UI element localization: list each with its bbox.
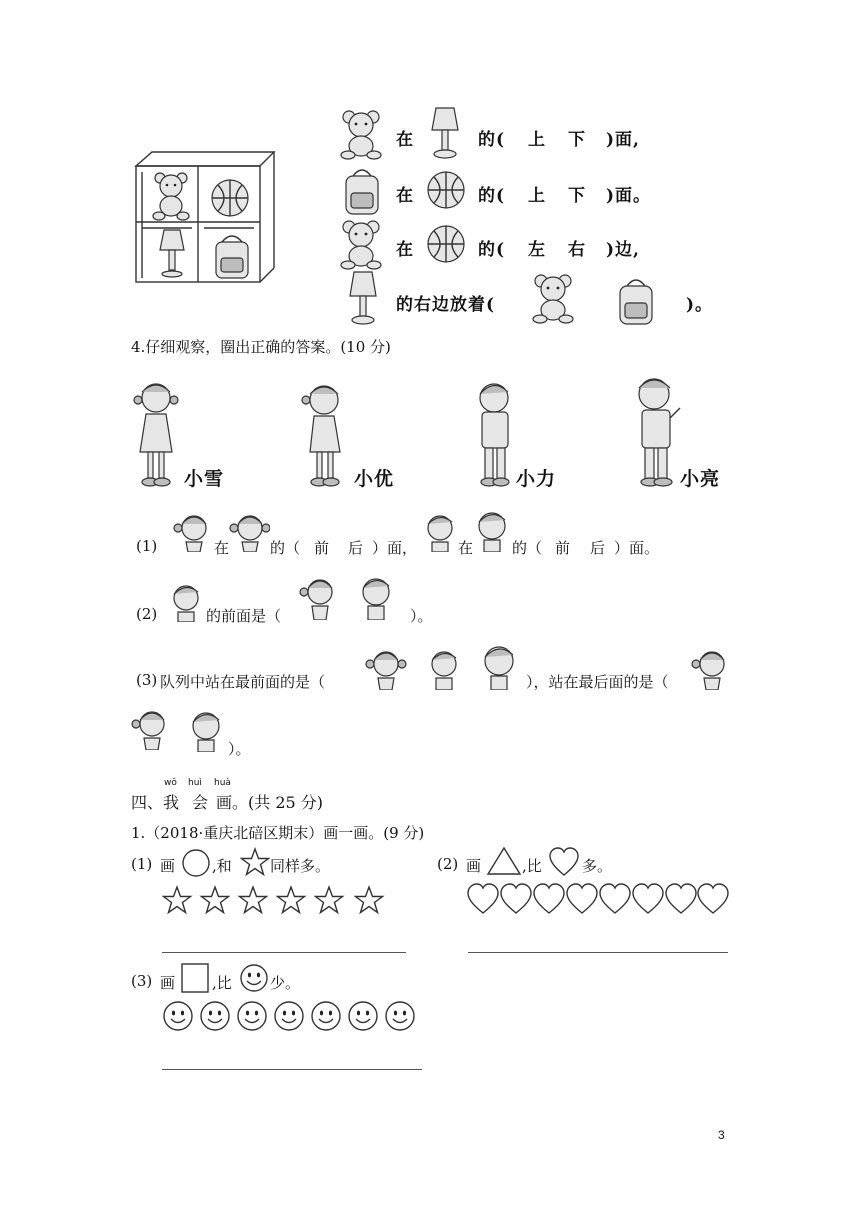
answer-line[interactable]: [468, 952, 728, 953]
star-icon: [240, 847, 270, 877]
pinyin: huì: [188, 778, 202, 788]
word-zai: 在: [396, 186, 414, 206]
boy-xiaoliang-figure: [630, 374, 684, 490]
bear-option-icon[interactable]: [532, 274, 574, 324]
lamp-icon: [428, 106, 462, 160]
basketball-icon: [426, 224, 466, 264]
option-you[interactable]: 右: [568, 240, 586, 260]
s3-number: (3): [136, 671, 158, 689]
pinyin: huà: [214, 778, 231, 788]
heart-icon: [548, 846, 580, 878]
square-icon: [180, 962, 210, 994]
lamp-icon: [346, 270, 380, 326]
girl-head-icon: [172, 510, 214, 552]
p1-b: ,和: [212, 857, 232, 875]
section-title: 会: [192, 793, 209, 812]
s1-of1: 的（: [270, 539, 301, 557]
girl-option-icon[interactable]: [298, 574, 342, 620]
word-de: 的(: [478, 130, 506, 150]
word-de: 的(: [478, 186, 506, 206]
hearts-row: [466, 882, 730, 916]
option-shang[interactable]: 上: [528, 130, 546, 150]
s1-of2: 的（: [512, 539, 543, 557]
row4-tail: )。: [686, 295, 714, 315]
pinyin: wǒ: [164, 778, 177, 788]
boy-xiaoli-figure: [470, 380, 520, 490]
shelf-picture: [132, 150, 278, 286]
q4-heading: 4.仔细观察，圈出正确的答案。(10 分): [131, 338, 391, 356]
option-qian[interactable]: 前: [555, 539, 571, 557]
boy-head-icon: [472, 508, 512, 552]
basketball-icon: [426, 170, 466, 210]
boy-option-icon[interactable]: [424, 646, 464, 690]
p1-number: (1): [131, 855, 153, 873]
option-qian[interactable]: 前: [314, 539, 330, 557]
s3-tail: ）。: [228, 740, 251, 758]
smiley-icon: [238, 962, 270, 994]
s1-in1: 在: [214, 539, 230, 557]
boy-head-icon: [420, 510, 460, 552]
s3-text: 队列中站在最前面的是（: [160, 673, 326, 691]
backpack-icon: [342, 166, 382, 216]
p2-a: 画: [466, 857, 482, 875]
word-zai: 在: [396, 240, 414, 260]
boy-option-icon[interactable]: [186, 708, 226, 752]
s2-text: 的前面是（: [206, 607, 282, 625]
p3-a: 画: [160, 974, 176, 992]
row4-text: 的右边放着(: [396, 295, 496, 315]
p2-c: 多。: [582, 857, 613, 875]
triangle-icon: [486, 845, 522, 877]
name-label: 小力: [516, 468, 557, 490]
word-de: 的(: [478, 240, 506, 260]
bear-icon: [340, 110, 382, 160]
p2-number: (2): [437, 855, 459, 873]
girl-option-icon[interactable]: [690, 646, 732, 690]
option-xia[interactable]: 下: [568, 186, 586, 206]
s2-tail: ）。: [410, 607, 433, 625]
girl-xiaoxue-figure: [130, 380, 180, 490]
girl-head-icon: [228, 510, 270, 552]
girl-xiaoyou-figure: [300, 380, 350, 490]
stars-row: [160, 884, 392, 916]
option-hou[interactable]: 后: [348, 539, 364, 557]
boy-option-icon[interactable]: [478, 642, 520, 690]
bear-icon: [340, 220, 382, 270]
section-title: 四、我: [131, 793, 180, 812]
answer-line[interactable]: [162, 1069, 422, 1070]
p1-a: 画: [160, 857, 176, 875]
girl-option-icon[interactable]: [364, 646, 408, 690]
boy-option-icon[interactable]: [356, 574, 396, 620]
boy-head-icon: [166, 580, 206, 622]
p2-b: ,比: [522, 857, 542, 875]
s1-tail1: ）面，: [372, 539, 418, 557]
p3-b: ,比: [212, 974, 232, 992]
p1-c: 同样多。: [270, 857, 331, 875]
name-label: 小亮: [680, 468, 721, 490]
s1-tail2: ）面。: [614, 539, 660, 557]
option-zuo[interactable]: 左: [528, 240, 546, 260]
option-xia[interactable]: 下: [568, 130, 586, 150]
section-title: 画。(共 25 分): [216, 793, 324, 812]
s1-in2: 在: [458, 539, 474, 557]
row-tail: )面。: [606, 186, 652, 206]
answer-line[interactable]: [162, 952, 406, 953]
name-label: 小雪: [184, 468, 225, 490]
row-tail: )边,: [606, 240, 640, 260]
row-tail: )面,: [606, 130, 640, 150]
s3-mid: ），站在最后面的是（: [526, 673, 669, 691]
option-shang[interactable]: 上: [528, 186, 546, 206]
smileys-row: [160, 998, 420, 1034]
option-hou[interactable]: 后: [590, 539, 606, 557]
name-label: 小优: [354, 468, 395, 490]
circle-icon: [180, 847, 212, 879]
page-number: 3: [718, 1128, 725, 1142]
backpack-option-icon[interactable]: [616, 276, 656, 326]
word-zai: 在: [396, 130, 414, 150]
q1-heading: 1.（2018·重庆北碚区期末）画一画。(9 分): [131, 824, 425, 842]
p3-number: (3): [131, 972, 153, 990]
s2-number: (2): [136, 605, 158, 623]
girl-option-icon[interactable]: [130, 706, 174, 750]
p3-c: 少。: [270, 974, 301, 992]
s1-number: (1): [136, 537, 158, 555]
